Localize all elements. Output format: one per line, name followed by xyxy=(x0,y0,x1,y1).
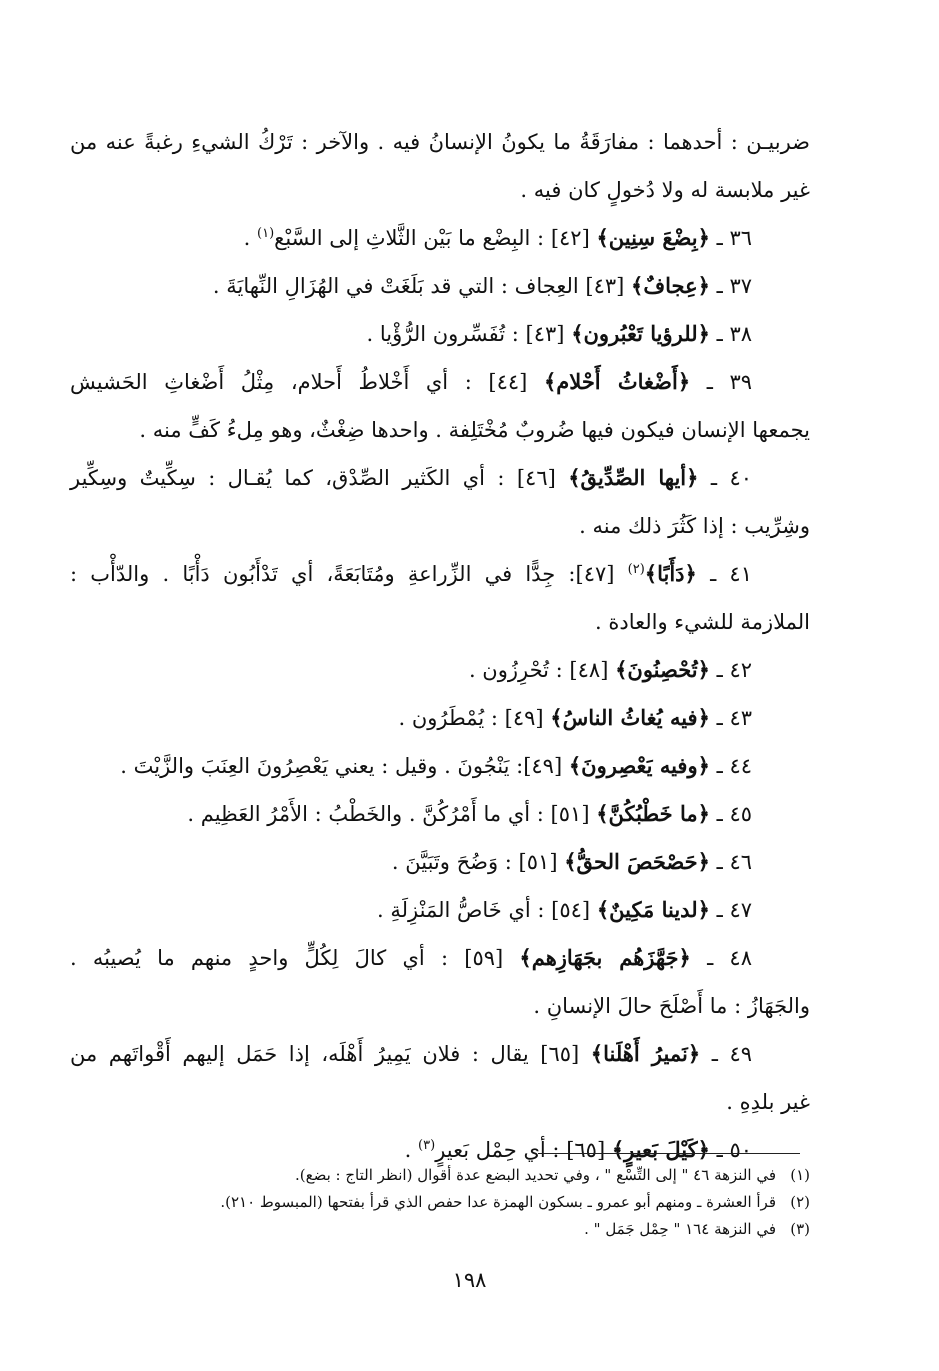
entry-line xyxy=(70,646,810,694)
quran-term: بِضْعَ سِنِين xyxy=(608,225,698,250)
quote-close: ﴾ xyxy=(568,465,581,490)
footnote-1 xyxy=(70,1162,810,1189)
quran-term: أيها الصِّدِّيقُ xyxy=(580,465,687,490)
entry-number: ٣٩ ـ xyxy=(706,370,753,394)
entry-text: : أي حِمْل بَعيرٍ xyxy=(435,1138,560,1162)
quote-close: ﴾ xyxy=(596,225,609,250)
verse-ref: [٤٩]: xyxy=(516,754,563,778)
quote-open: ﴿ xyxy=(678,945,691,970)
quote-open: ﴿ xyxy=(697,1137,710,1162)
quote-open: ﴿ xyxy=(697,753,710,778)
entry-text: : أي خَاصُّ المَنْزِلَةِ . xyxy=(377,898,545,922)
entry-text: : أي أَخْلاطُ أَحلام، مِثْلُ أَضْغاثِ الحَشيش xyxy=(70,370,472,394)
entry-line xyxy=(70,310,810,358)
quote-close: ﴾ xyxy=(571,321,584,346)
entry-number: ٥٠ ـ xyxy=(716,1138,752,1162)
entry-text: العِجاف : التي قد بَلَغَتْ في الهُزَالِ النِّهايَةَ . xyxy=(212,274,579,298)
quote-open: ﴿ xyxy=(697,897,710,922)
quran-term: تُحْصِنُونَ xyxy=(627,657,698,682)
main-text xyxy=(70,118,810,1174)
footnote-number: (٢) xyxy=(790,1193,810,1211)
entry-line xyxy=(70,694,810,742)
footnote-2 xyxy=(70,1189,810,1216)
verse-ref: [٦٥] xyxy=(566,1138,606,1162)
quote-close: ﴾ xyxy=(615,657,628,682)
quote-close: ﴾ xyxy=(564,849,577,874)
entry-continuation: يجمعها الإنسان فيكون فيها ضُروبٌ مُخْتَلِفة . واحدها ضِغْثٌ، وهو مِلءُ كَفٍّ منه . xyxy=(139,418,810,442)
entry-text: : أي كالَ لِكُلٍّ واحدٍ منهم ما يُصيبُه . xyxy=(70,946,449,970)
entry-line xyxy=(70,454,810,502)
quote-open: ﴿ xyxy=(687,1041,701,1066)
entry-line xyxy=(70,934,810,982)
quote-open: ﴿ xyxy=(697,849,710,874)
entry-number: ٤٩ ـ xyxy=(711,1042,753,1066)
entry-number: ٤٤ ـ xyxy=(716,754,752,778)
verse-ref: [٥١] xyxy=(550,802,590,826)
entry-continuation: والجَهَازُ : ما أَصْلَحَ حالَ الإنسانِ . xyxy=(533,994,810,1018)
quote-open: ﴿ xyxy=(677,369,691,394)
footnote-text: قرأ العشرة ـ ومنهم أبو عمرو ـ بسكون الهمزة عدا حفص الذي قرأ بفتحها (المبسوط ٢١٠). xyxy=(220,1193,776,1211)
verse-ref: [٦٥] xyxy=(540,1042,580,1066)
entry-number: ٤٢ ـ xyxy=(716,658,752,682)
footnotes xyxy=(70,1162,810,1243)
entry-line xyxy=(70,358,810,406)
footnote-marker: (٣) xyxy=(418,1138,436,1153)
verse-ref: [٤٣] xyxy=(585,274,625,298)
quote-open: ﴿ xyxy=(684,561,697,586)
quran-term: للرؤيا تَعْبُرون xyxy=(583,321,698,346)
verse-ref: [٥٩] xyxy=(464,946,504,970)
quote-close: ﴾ xyxy=(519,945,532,970)
entry-number: ٤٧ ـ xyxy=(716,898,752,922)
entry-text: : يُمْطَرُون . xyxy=(398,706,498,730)
verse-ref: [٤٧]: xyxy=(568,562,615,586)
quran-term: نَميرُ أَهْلَنا xyxy=(603,1041,688,1066)
verse-ref: [٤٩] xyxy=(504,706,544,730)
quran-term: وفيه يَعْصِرونَ xyxy=(581,753,698,778)
quran-term: ما خَطْبُكُنَّ xyxy=(608,801,698,826)
entry-continuation: غير بلدِهِ . xyxy=(726,1090,810,1114)
entry-text: يَنْجُونَ . وقيل : يعني يَعْصِرُونَ العِنَبَ والزَّيْتَ . xyxy=(120,754,510,778)
entry-line xyxy=(70,790,810,838)
quote-open: ﴿ xyxy=(686,465,699,490)
quran-term: كَيْلَ بَعيرٍ xyxy=(624,1137,698,1162)
entry-number: ٤٦ ـ xyxy=(716,850,752,874)
verse-ref: [٤٨] xyxy=(569,658,609,682)
intro-line-1: ضربيـن : أحدهما : مفارَقَةُ ما يكونُ الإنسانُ فيه . والآخر : تَرْكُ الشيءِ رغبةً عنه من xyxy=(70,130,810,154)
quote-close: ﴾ xyxy=(596,801,609,826)
entry-line xyxy=(70,742,810,790)
entry-line xyxy=(70,1030,810,1078)
verse-ref: [٤٢] xyxy=(550,226,590,250)
quote-close: ﴾ xyxy=(550,705,563,730)
quote-close: ﴾ xyxy=(611,1137,625,1162)
entry-line xyxy=(70,838,810,886)
entry-number: ٤٨ ـ xyxy=(707,946,752,970)
entry-text: : أي ما أَمْرُكُنَّ . والخَطْبُ : الأَمْرُ العَظِيم . xyxy=(187,802,544,826)
footnote-rule xyxy=(538,1153,800,1154)
entry-text: : أي الكَثير الصِّدْق، كما يُقـال : سِكِّيتٌ وسِكِّير xyxy=(70,466,505,490)
entry-number: ٤١ ـ xyxy=(710,562,752,586)
quran-term: لدينا مَكِينٌ xyxy=(609,897,698,922)
quote-open: ﴿ xyxy=(697,321,710,346)
entry-continuation: الملازمة للشيء والعادة . xyxy=(595,610,810,634)
entry-text: جِدًّا في الزِّراعةِ ومُتَابَعَةً، أي تَدْأَبُون دَأْبًا . والدّأْب : xyxy=(70,562,556,586)
entry-text: : تُحْرِزُون . xyxy=(468,658,563,682)
entry-number: ٣٦ ـ xyxy=(716,226,752,250)
quote-close: ﴾ xyxy=(590,1041,604,1066)
verse-ref: [٥٤] xyxy=(551,898,591,922)
footnote-number: (٣) xyxy=(790,1220,810,1238)
quote-open: ﴿ xyxy=(697,225,710,250)
quran-term: حَصْحَصَ الحقُّ xyxy=(576,849,698,874)
entry-number: ٤٣ ـ xyxy=(716,706,752,730)
entries-list xyxy=(70,214,810,1174)
quran-term: عِجافٌ xyxy=(643,273,698,298)
footnote-marker: (١) xyxy=(257,226,275,241)
footnote-marker: (٢) xyxy=(627,562,645,577)
entry-continuation: وشِرِّيب : إذا كَثُرَ ذلك منه . xyxy=(579,514,810,538)
quran-term: دَأَبًا xyxy=(657,561,685,586)
quote-open: ﴿ xyxy=(697,657,710,682)
footnote-number: (١) xyxy=(790,1166,810,1184)
verse-ref: [٤٤] xyxy=(488,370,528,394)
quran-term: أَضْغاثُ أَحْلام xyxy=(556,369,678,394)
footnote-text: في النزهة ٤٦ " إلى التِّسْع " ، وفي تحديد البضع عدة أقوال (انظر التاج : بضع). xyxy=(294,1166,776,1184)
entry-line xyxy=(70,262,810,310)
quote-open: ﴿ xyxy=(697,705,710,730)
entry-text: : تُفَسِّرون الرُّؤْيا . xyxy=(366,322,519,346)
entry-tail: . xyxy=(243,226,251,250)
entry-line xyxy=(70,214,810,262)
entry-number: ٣٨ ـ xyxy=(716,322,752,346)
entry-number: ٤٠ ـ xyxy=(710,466,752,490)
footnote-3 xyxy=(70,1216,810,1243)
footnote-text: في النزهة ١٦٤ " حِمْل جَمَل " . xyxy=(584,1220,776,1238)
entry-tail: . xyxy=(404,1138,412,1162)
quran-term: جَهَّزَهُم بجَهَازِهم xyxy=(531,945,679,970)
entry-text: : وَضُحَ وتَبَيَّنَ . xyxy=(391,850,512,874)
entry-text: : البِضْع ما بَيْن الثَّلاثِ إلى السَّبْع xyxy=(274,226,545,250)
entry-line xyxy=(70,550,810,598)
entry-text: يقال : فلان يَمِيرُ أَهْلَه، إذا حَمَل إليهم أَقْواتَهم من xyxy=(70,1042,529,1066)
quote-close: ﴾ xyxy=(596,897,610,922)
verse-ref: [٥١] xyxy=(518,850,558,874)
entry-number: ٣٧ ـ xyxy=(716,274,752,298)
page-number: ١٩٨ xyxy=(452,1268,487,1292)
intro-line-2: غير ملابسة له ولا دُخولٍ كان فيه . xyxy=(520,178,810,202)
entry-number: ٤٥ ـ xyxy=(716,802,752,826)
quote-open: ﴿ xyxy=(697,801,710,826)
quote-open: ﴿ xyxy=(697,273,710,298)
quran-term: فيه يُغاثُ الناسُ xyxy=(562,705,698,730)
quote-close: ﴾ xyxy=(568,753,582,778)
verse-ref: [٤٣] xyxy=(525,322,565,346)
entry-line xyxy=(70,886,810,934)
quote-close: ﴾ xyxy=(631,273,644,298)
quote-close: ﴾ xyxy=(543,369,557,394)
verse-ref: [٤٦] xyxy=(516,466,556,490)
quote-close: ﴾ xyxy=(644,561,658,586)
